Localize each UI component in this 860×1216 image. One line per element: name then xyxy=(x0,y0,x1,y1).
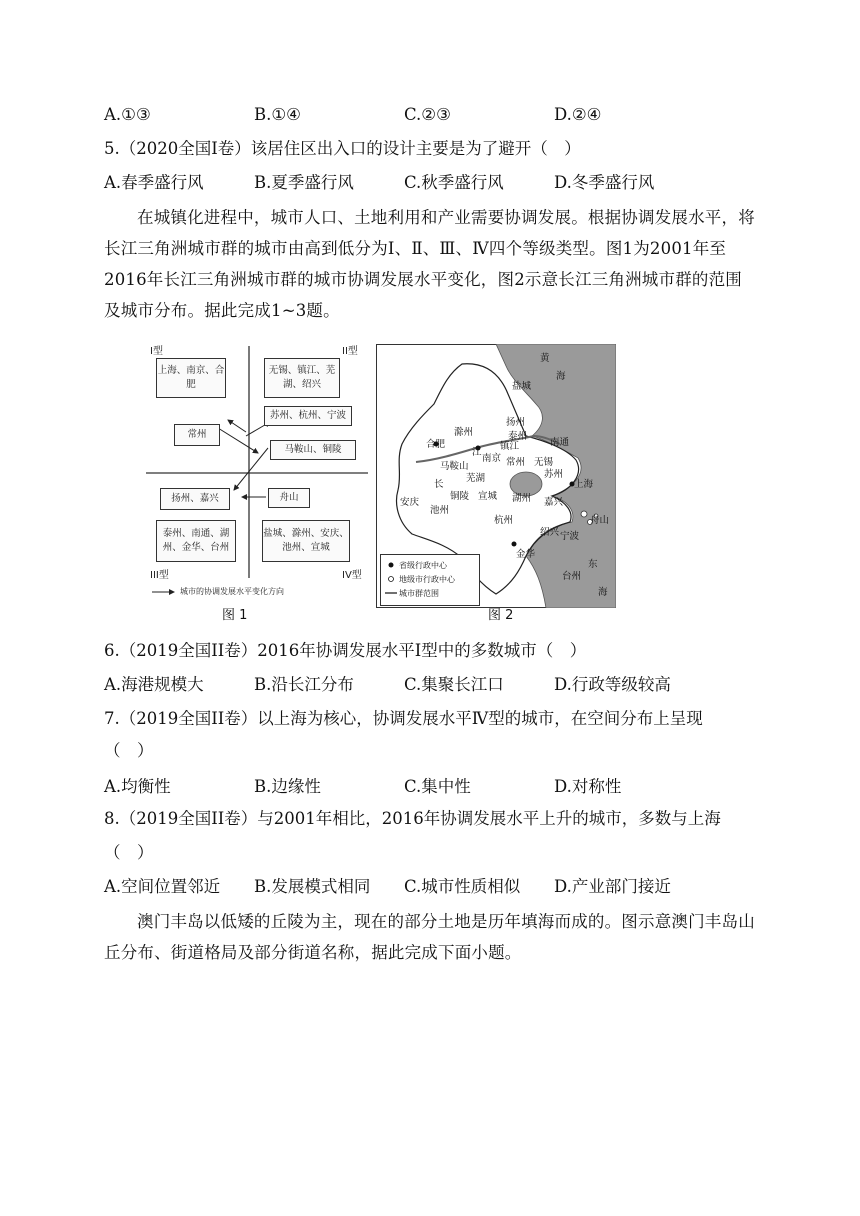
label-huanghai-2: 海 xyxy=(556,371,566,382)
option-d: D.冬季盛行风 xyxy=(554,173,655,192)
label-hefei: 合肥 xyxy=(426,439,446,450)
option-c: C.②③ xyxy=(404,105,451,124)
label-chang: 长 xyxy=(434,479,444,490)
label-wuhu: 芜湖 xyxy=(466,473,486,484)
option-c: C.集聚长江口 xyxy=(404,675,504,694)
label-maanshan: 马鞍山 xyxy=(440,461,469,472)
label-jiaxing: 嘉兴 xyxy=(544,497,564,508)
type-iii-label: III型 xyxy=(150,570,169,581)
label-shanghai: 上海 xyxy=(574,479,594,490)
label-jiang: 江 xyxy=(472,447,482,458)
box-type-ii-new: 苏州、杭州、宁波 xyxy=(264,406,352,426)
option-d: D.行政等级较高 xyxy=(554,675,671,694)
figure-1 xyxy=(146,340,368,602)
box-zhoushan: 舟山 xyxy=(268,488,310,508)
type-i-label: I型 xyxy=(150,346,163,357)
passage-1-text: 在城镇化进程中，城市人口、土地利用和产业需要协调发展。根据协调发展水平，将长江三角洲城市群的城市由高到低分为Ⅰ、Ⅱ、Ⅲ、Ⅳ四个等级类型。图1为2001年至2016年长江三角洲城市群的城市协调发展水平变化，图2示意长江三角洲城市群的范围及城市分布。据此完成1~3题。 xyxy=(104,208,755,320)
label-hangzhou: 杭州 xyxy=(494,515,514,526)
passage-2-text: 澳门丰岛以低矮的丘陵为主，现在的部分土地是历年填海而成的。图示意澳门丰岛山丘分布、街道格局及部分街道名称，据此完成下面小题。 xyxy=(104,912,755,962)
q5-stem: 5.（2020全国I卷）该居住区出入口的设计主要是为了避开（ ） xyxy=(104,139,581,158)
box-maanshan-tongling: 马鞍山、铜陵 xyxy=(270,440,356,460)
legend-prefecture: 地级市行政中心 xyxy=(399,575,455,584)
q8-stem-bracket: （ ） xyxy=(104,843,154,862)
option-b: B.夏季盛行风 xyxy=(254,173,354,192)
option-b: B.边缘性 xyxy=(254,777,321,796)
figure-1-legend: 城市的协调发展水平变化方向 xyxy=(180,587,284,596)
label-taizhou: 泰州 xyxy=(508,431,528,442)
label-nanjing: 南京 xyxy=(482,453,502,464)
figure-2-map xyxy=(376,344,616,608)
label-anqing: 安庆 xyxy=(400,497,420,508)
option-d: D.②④ xyxy=(554,105,602,124)
label-zhoushan: 舟山 xyxy=(590,515,610,526)
label-tongling: 铜陵 xyxy=(450,491,470,502)
figure-1-caption: 图 1 xyxy=(222,608,248,623)
label-yangzhou: 扬州 xyxy=(506,417,526,428)
option-a: A.春季盛行风 xyxy=(104,173,204,192)
q6-stem: 6.（2019全国II卷）2016年协调发展水平Ⅰ型中的多数城市（ ） xyxy=(104,641,587,660)
box-type-ii: 无锡、镇江、芜湖、绍兴 xyxy=(264,358,340,398)
label-huzhou: 湖州 xyxy=(512,493,532,504)
q7-stem: 7.（2019全国II卷）以上海为核心，协调发展水平Ⅳ型的城市，在空间分布上呈现 xyxy=(104,709,703,728)
box-type-iii: 泰州、南通、湖州、金华、台州 xyxy=(156,520,236,562)
label-wuxi: 无锡 xyxy=(534,457,554,468)
figure-2-caption: 图 2 xyxy=(488,608,514,623)
label-taizhou-zj: 台州 xyxy=(562,571,582,582)
label-zhenjiang: 镇江 xyxy=(500,441,520,452)
option-c: C.城市性质相似 xyxy=(404,877,521,896)
type-iv-label: IV型 xyxy=(342,570,362,581)
q8-stem: 8.（2019全国II卷）与2001年相比，2016年协调发展水平上升的城市，多数与上海 xyxy=(104,809,721,828)
label-changzhou: 常州 xyxy=(506,457,526,468)
label-donghai-2: 海 xyxy=(598,587,608,598)
legend-provincial: 省级行政中心 xyxy=(399,561,447,570)
option-b: B.沿长江分布 xyxy=(254,675,354,694)
option-b: B.发展模式相同 xyxy=(254,877,371,896)
option-b: B.①④ xyxy=(254,105,301,124)
option-a: A.均衡性 xyxy=(104,777,171,796)
label-yancheng: 盐城 xyxy=(512,381,532,392)
passage-1 xyxy=(104,202,758,326)
box-type-iv: 盐城、滁州、安庆、池州、宣城 xyxy=(262,520,350,562)
option-a: A.空间位置邻近 xyxy=(104,877,221,896)
map-legend xyxy=(380,554,480,606)
option-d: D.产业部门接近 xyxy=(554,877,671,896)
label-shaoxing: 绍兴 xyxy=(540,527,560,538)
option-c: C.秋季盛行风 xyxy=(404,173,504,192)
label-donghai-1: 东 xyxy=(588,559,598,570)
legend-range: 城市群范围 xyxy=(399,589,439,598)
option-a: A.①③ xyxy=(104,105,151,124)
box-changzhou: 常州 xyxy=(174,424,220,446)
option-c: C.集中性 xyxy=(404,777,471,796)
label-xuancheng: 宣城 xyxy=(478,491,498,502)
label-nantong: 南通 xyxy=(550,437,570,448)
option-a: A.海港规模大 xyxy=(104,675,204,694)
label-suzhou: 苏州 xyxy=(544,469,564,480)
label-jinhua: 金华 xyxy=(516,549,536,560)
passage-2 xyxy=(104,906,758,968)
label-huanghai-1: 黄 xyxy=(540,353,550,364)
label-ningbo: 宁波 xyxy=(560,531,580,542)
label-chuzhou: 滁州 xyxy=(454,427,474,438)
type-ii-label: II型 xyxy=(342,346,358,357)
option-d: D.对称性 xyxy=(554,777,622,796)
label-chizhou: 池州 xyxy=(430,505,450,516)
box-yangzhou-jiaxing: 扬州、嘉兴 xyxy=(160,488,230,510)
box-type-i: 上海、南京、合肥 xyxy=(156,358,226,398)
q7-stem-bracket: （ ） xyxy=(104,741,154,760)
